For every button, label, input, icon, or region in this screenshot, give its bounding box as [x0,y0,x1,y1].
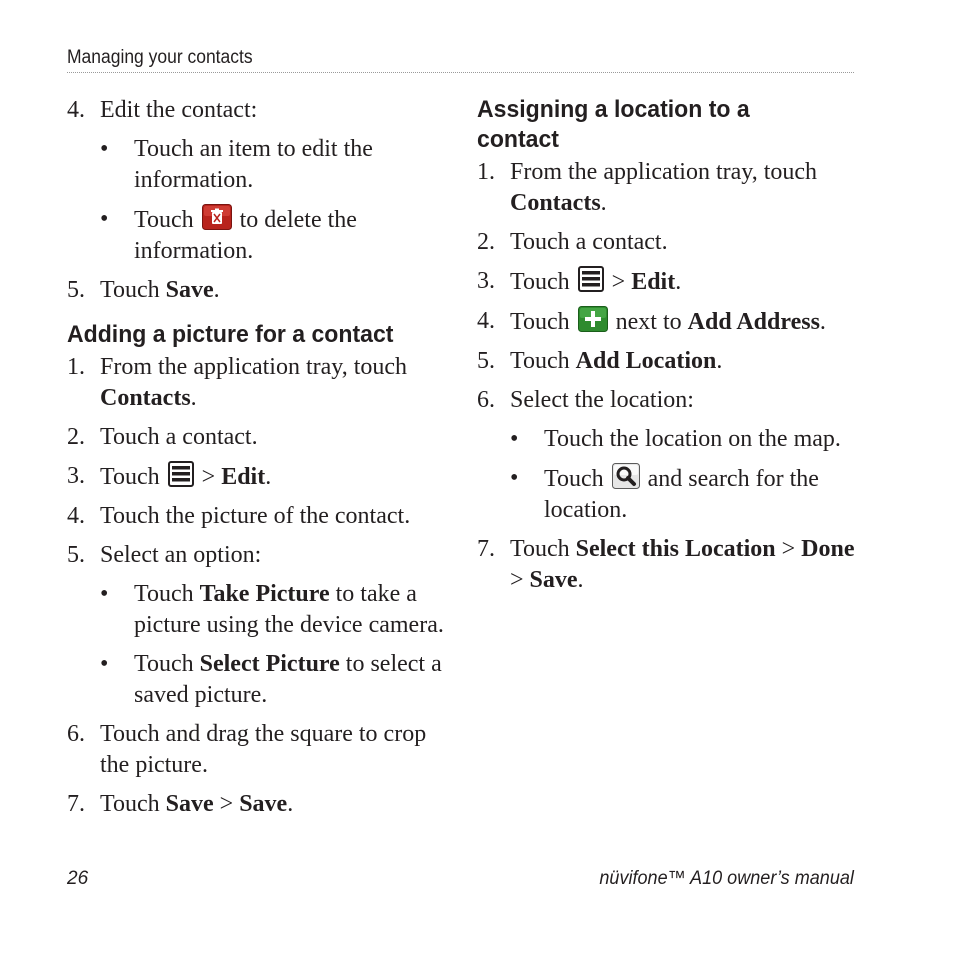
location-step-5: 5. Touch Add Location. [477,348,723,374]
location-step-2: 2. Touch a contact. [477,229,668,255]
page-number: 26 [67,868,89,889]
search-icon [612,463,640,489]
bullet-touch-map: • Touch the location on the map. [510,426,841,452]
picture-step-3: 3. Touch > Edit. [67,463,272,490]
bullet-search-location: • Touch and search for the location. [510,465,819,523]
step-edit-contact: 4. Edit the contact: [67,97,258,123]
location-step-3: 3. Touch > Edit. [477,268,682,295]
menu-icon [168,461,194,487]
step-touch-save: 5. Touch Save. [67,277,220,303]
left-column [67,95,452,828]
bullet-delete-info: • Touch to delete the information. [100,206,357,264]
picture-step-7: 7. Touch Save > Save. [67,791,294,817]
section-heading-assigning-location: Assigning a location to a contact [477,96,750,153]
picture-step-5: 5. Select an option: [67,542,262,568]
plus-icon [578,306,608,332]
manual-title: nüvifone™ A10 owner’s manual [599,868,854,889]
location-step-4: 4. Touch next to Add Address. [477,308,826,335]
location-step-7: 7. Touch Select this Location > Done > Save. [477,536,855,593]
picture-step-4: 4. Touch the picture of the contact. [67,503,411,529]
picture-step-6: 6. Touch and drag the square to crop the picture. [67,721,427,778]
picture-step-2: 2. Touch a contact. [67,424,258,450]
running-header: Managing your contacts [67,47,253,68]
bullet-select-picture: • Touch Select Picture to select a saved picture. [100,651,442,708]
section-heading-adding-picture: Adding a picture for a contact [67,321,394,348]
picture-step-1: 1. From the application tray, touch Contacts. [67,354,408,411]
header-rule [67,72,854,73]
right-column [477,95,862,604]
trash-icon [202,204,232,230]
menu-icon [578,266,604,292]
bullet-edit-item: • Touch an item to edit the information. [100,136,373,193]
location-step-6: 6. Select the location: [477,387,694,413]
bullet-take-picture: • Touch Take Picture to take a picture using the device camera. [100,581,444,638]
location-step-1: 1. From the application tray, touch Contacts. [477,159,818,216]
